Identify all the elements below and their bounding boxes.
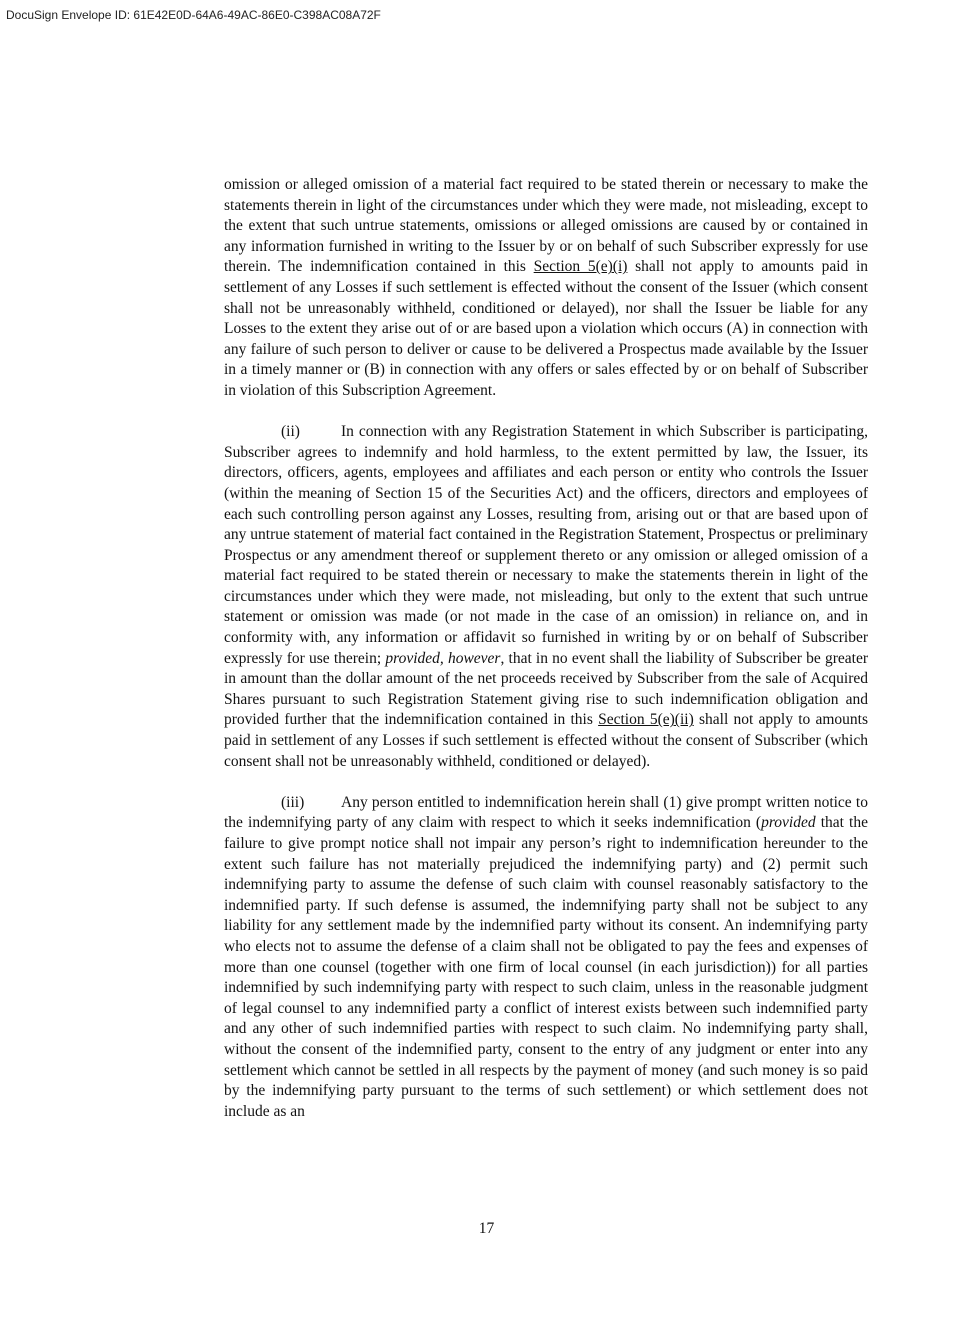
paragraph-text: that the failure to give prompt notice shall not impair any person’s right to indemnification hereunder to the extent such failure has not materially prejudiced the indemnifying party) and (2) permit such indemnifying party to assume the defense of such claim with counsel reasonably satisfactory to the indemnified party. If such defense is assumed, the indemnifying party shall not be subject to any liability for any settlement made by the indemnified party without its consent. An indemnifying party who elects not to assume the defense of a claim shall not be obligated to pay the fees and expenses of more than one counsel (together with one firm of local counsel (in each jurisdiction)) for all parties indemnified by such indemnifying party with respect to such claim, unless in the reasonable judgment of legal counsel to any indemnified party a conflict of interest exists between such indemnified party and any other of such indemnified parties with respect to such claim. No indemnifying party shall, without the consent of the indemnified party, consent to the entry of any judgment or enter into any settlement which cannot be settled in all respects by the payment of money (and such money is so paid by the indemnifying party pursuant to the terms of such settlement) or which settlement does not include as an [224, 814, 868, 1120]
paragraph-text: omission or alleged omission of a material fact required to be stated therein or necessary to make the statements therein in light of the circumstances under which they were made, not misleading, except to the extent that such untrue statements, omissions or alleged omissions are caused by or contained in any information furnished in writing to the Issuer by or on behalf of such Subscriber expressly for use therein. The indemnification contained in this [224, 176, 868, 276]
paragraph-text: Any person entitled to indemnification herein shall (1) give prompt written notice to the indemnifying party of any claim with respect to which it seeks indemnification ( [224, 793, 868, 832]
paragraph-text: shall not apply to amounts paid in settlement of any Losses if such settlement is effected without the consent of Subscriber (which consent shall not be unreasonably withheld, conditioned or delayed). [224, 711, 868, 770]
italic-term: provided, however [385, 649, 501, 667]
paragraph-number: (iii) [281, 793, 305, 811]
paragraph-text: , that in no event shall the liability of Subscriber be greater in amount than the dollar amount of the net proceeds received by Subscriber from the sale of Acquired Shares pursuant to such Registration Statement giving rise to such indemnification obligation and provided further that the indemnification contained in this [224, 649, 868, 729]
paragraph-text: shall not apply to amounts paid in settlement of any Losses if such settlement is effected without the consent of the Issuer (which consent shall not be unreasonably withheld, conditioned or delayed), nor shall the Issuer be liable for any Losses to the extent they arise out of or are based upon a violation which occurs (A) in connection with any failure of such person to deliver or cause to be delivered a Prospectus made available by the Issuer in a timely manner or (B) in connection with any offers or sales effected by or on behalf of Subscriber in violation of this Subscription Agreement. [224, 258, 869, 399]
paragraph-iii [224, 793, 868, 1123]
page-number: 17 [478, 1220, 495, 1237]
paragraph-text: In connection with any Registration Statement in which Subscriber is participating, Subscriber agrees to indemnify and hold harmless, to the extent permitted by law, the Issuer, its directors, officers, agents, employees and affiliates and each person or entity who controls the Issuer (within the meaning of Section 15 of the Securities Act) and the officers, directors and employees of each such controlling person against any Losses, resulting from, arising out or that are based upon of any untrue statement of material fact contained in the Registration Statement, Prospectus or preliminary Prospectus or any amendment thereof or supplement thereto or any omission or alleged omission of a material fact required to be stated therein or necessary to make the statements therein in light of the circumstances under which they were made, not misleading, but only to the extent that such untrue statement or omission was made (or not made in the case of an omission) in reliance on, and in conformity with, any information or affidavit so furnished in writing by or on behalf of Subscriber expressly for use therein; [224, 423, 868, 667]
docusign-envelope-id: DocuSign Envelope ID: 61E42E0D-64A6-49AC-86E0-C398AC08A72F [6, 8, 381, 22]
section-reference: Section 5(e)(i) [533, 258, 628, 276]
paragraph-continued [224, 175, 868, 402]
paragraph-number: (ii) [281, 423, 300, 441]
section-reference: Section 5(e)(ii) [598, 711, 694, 729]
document-body [224, 175, 868, 1143]
paragraph-ii [224, 422, 868, 772]
italic-term: provided [761, 814, 816, 832]
